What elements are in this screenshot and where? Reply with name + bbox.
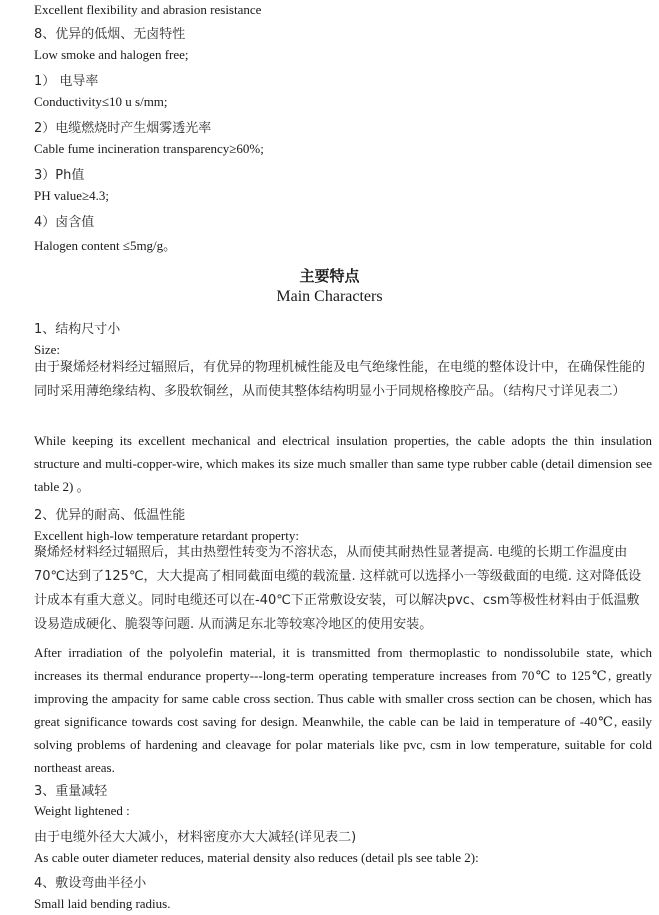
s4-title: 4、敷设弯曲半径小 [34,876,147,891]
s1-title: 1、结构尺寸小 [34,322,121,337]
s1-label: Size: [34,342,60,357]
s1-body-en: While keeping its excellent mechanical and electrical insulation properties, the cable adopts the thin insulation structure and multi-copper-wire, which makes its size much smaller than same type rubber cable (detail dimension see table 2) 。 [34,433,652,494]
s3-title: 3、重量减轻 [34,784,108,799]
spec-halogen-en: Halogen content ≤5mg/g。 [34,238,177,253]
section-heading-en: Main Characters [276,288,383,305]
s3-label: Weight lightened : [34,803,130,818]
s1-body-zh: 由于聚烯烃材料经过辐照后，有优异的物理机械性能及电气绝缘性能，在电缆的整体设计中，在确保性能的同时采用薄绝缘结构、多股软铜丝，从而使其整体结构明显小于同规格橡胶产品。（结构尺寸详见表二） [34,360,646,399]
spec-line-flexibility: Excellent flexibility and abrasion resistance [34,2,262,17]
s2-title: 2、优异的耐高、低温性能 [34,508,186,523]
spec-heading-low-smoke-zh: 8、优异的低烟、无卤特性 [34,27,186,42]
spec-ph-en: PH value≥4.3; [34,188,110,203]
s4-label: Small laid bending radius. [34,896,171,911]
s2-label: Excellent high-low temperature retardant property: [34,528,299,543]
s3-body-zh: 由于电缆外径大大减小，材料密度亦大大减轻(详见表二) [34,830,357,845]
s2-body-zh: 聚烯烃材料经过辐照后，其由热塑性转变为不溶状态，从而使其耐热性显著提高. 电缆的长期工作温度由70℃达到了125℃，大大提高了相同截面电缆的载流量. 这样就可以选择小一等级截面的电缆. 这对降低设计成本有重大意义。同时电缆还可以在-40℃下正常敷设安装，可以解决pvc、csm等极性材料由于低温敷设易造成硬化、脆裂等问题. 从而满足东北等较寒冷地区的使用安装。 [34,545,642,632]
s2-body-en: After irradiation of the polyolefin material, it is transmitted from thermoplastic to nondissolubile state, which increases its thermal endurance property---long-term operating temperature increases from 70℃ to 125℃, greatly improving the ampacity for same cable cross section. Thus cable with smaller cross section can be chosen, which has great significance towards cost saving for design. Meanwhile, the cable can be laid in temperature of -40℃, easily solving problems of hardening and cleavage for polar materials like pvc, csm in low temperature, suitable for cold northeast areas. [34,645,652,775]
spec-halogen-zh: 4）卤含值 [34,215,95,230]
spec-transparency-zh: 2）电缆燃烧时产生烟雾透光率 [34,121,212,136]
spec-conductivity-zh: 1） 电导率 [34,74,99,89]
spec-transparency-en: Cable fume incineration transparency≥60%; [34,141,264,156]
s3-body-en: As cable outer diameter reduces, material density also reduces (detail pls see table 2): [34,850,479,865]
spec-heading-low-smoke-en: Low smoke and halogen free; [34,47,189,62]
spec-conductivity-en: Conductivity≤10 u s/mm; [34,94,168,109]
section-heading-zh: 主要特点 [299,267,360,285]
spec-ph-zh: 3）Ph值 [34,168,85,183]
